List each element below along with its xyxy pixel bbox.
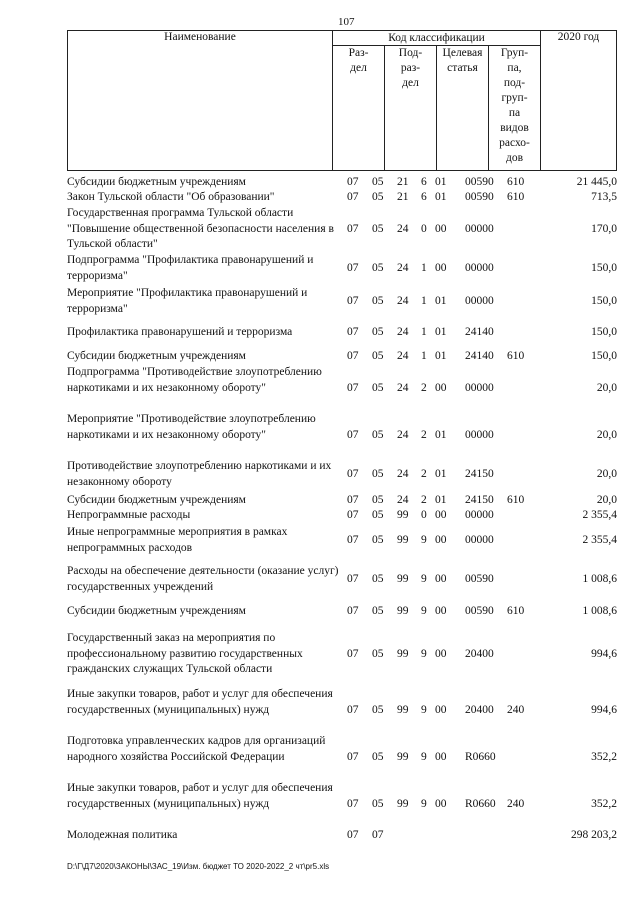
code-program: 24 (397, 261, 409, 274)
code-subprogram: 9 (421, 797, 427, 810)
code-expense-group: 610 (507, 176, 525, 188)
amount-2020: 21 445,0 (576, 176, 617, 188)
code-razdel: 07 (347, 829, 359, 841)
code-program: 24 (397, 294, 409, 307)
row-name: Молодежная политика (67, 829, 178, 841)
code-razdel: 07 (347, 797, 359, 810)
code-program: 21 (397, 191, 409, 203)
row-name: Подпрограмма "Профилактика правонарушений и терроризма" (67, 254, 314, 282)
row-name: Иные закупки товаров, работ и услуг для обеспечения государственных (муниципальных) нужд (67, 688, 333, 716)
row-name: Закон Тульской области "Об образовании" (67, 191, 275, 203)
code-subprogram: 6 (421, 191, 427, 203)
amount-2020: 150,0 (591, 350, 617, 362)
row-name: Подготовка управленческих кадров для организаций народного хозяйства Российской Федерации (67, 735, 326, 763)
code-direction: 24150 (465, 494, 494, 506)
amount-2020: 20,0 (596, 428, 617, 441)
code-subprogram: 9 (421, 750, 427, 763)
code-program: 24 (397, 326, 409, 338)
row-name: Иные непрограммные мероприятия в рамках непрограммных расходов (67, 526, 288, 554)
code-measure: 00 (435, 797, 447, 810)
code-podrazdel: 05 (372, 647, 384, 660)
amount-2020: 150,0 (591, 261, 617, 274)
code-podrazdel: 05 (372, 261, 384, 274)
code-subprogram: 1 (421, 326, 427, 338)
row-name: Иные закупки товаров, работ и услуг для обеспечения государственных (муниципальных) нужд (67, 782, 333, 810)
code-direction: 00000 (465, 381, 494, 394)
code-subprogram: 0 (421, 222, 427, 235)
code-measure: 00 (435, 222, 447, 235)
code-measure: 01 (435, 428, 447, 441)
code-measure: 01 (435, 467, 447, 480)
amount-2020: 1 008,6 (582, 572, 617, 585)
code-podrazdel: 05 (372, 222, 384, 235)
header-name (68, 31, 333, 171)
code-podrazdel: 05 (372, 381, 384, 394)
code-razdel: 07 (347, 350, 359, 362)
code-podrazdel: 05 (372, 294, 384, 307)
code-subprogram: 2 (421, 381, 427, 394)
code-direction: 00590 (465, 572, 494, 585)
code-program: 99 (397, 750, 409, 763)
code-measure: 01 (435, 326, 447, 338)
row-name: Мероприятие "Профилактика правонарушений и терроризма" (67, 287, 308, 315)
code-program: 21 (397, 176, 409, 188)
row-name: Субсидии бюджетным учреждениям (67, 605, 246, 617)
amount-2020: 994,6 (591, 647, 617, 660)
code-program: 99 (397, 797, 409, 810)
code-subprogram: 2 (421, 494, 427, 506)
amount-2020: 20,0 (596, 494, 617, 506)
amount-2020: 994,6 (591, 703, 617, 716)
code-razdel: 07 (347, 428, 359, 441)
code-direction: 00000 (465, 294, 494, 307)
amount-2020: 1 008,6 (582, 605, 617, 617)
row-name: Субсидии бюджетным учреждениям (67, 494, 246, 506)
code-razdel: 07 (347, 494, 359, 506)
code-podrazdel: 05 (372, 572, 384, 585)
code-measure: 00 (435, 647, 447, 660)
code-direction: R0660 (465, 750, 496, 763)
header-target: Целевая статья (437, 46, 489, 171)
code-subprogram: 1 (421, 261, 427, 274)
code-measure: 00 (435, 509, 447, 521)
code-direction: 00590 (465, 176, 494, 188)
page-number: 107 (338, 16, 355, 28)
code-subprogram: 9 (421, 703, 427, 716)
code-subprogram: 2 (421, 467, 427, 480)
code-measure: 01 (435, 494, 447, 506)
header-razdel: Раз- дел (333, 46, 385, 171)
code-razdel: 07 (347, 326, 359, 338)
code-program: 24 (397, 222, 409, 235)
code-expense-group: 240 (507, 703, 525, 716)
code-razdel: 07 (347, 533, 359, 546)
code-podrazdel: 05 (372, 509, 384, 521)
code-expense-group: 610 (507, 605, 525, 617)
code-direction: 24140 (465, 326, 494, 338)
code-razdel: 07 (347, 647, 359, 660)
code-podrazdel: 05 (372, 797, 384, 810)
table-header (67, 30, 617, 171)
code-direction: 00000 (465, 222, 494, 235)
code-direction: 00000 (465, 261, 494, 274)
amount-2020: 2 355,4 (582, 533, 617, 546)
code-subprogram: 9 (421, 647, 427, 660)
code-razdel: 07 (347, 572, 359, 585)
code-direction: 20400 (465, 703, 494, 716)
header-year: 2020 год (541, 31, 617, 171)
code-measure: 00 (435, 703, 447, 716)
code-razdel: 07 (347, 509, 359, 521)
code-expense-group: 240 (507, 797, 525, 810)
code-direction: 20400 (465, 647, 494, 660)
code-measure: 00 (435, 381, 447, 394)
code-program: 24 (397, 467, 409, 480)
code-program: 99 (397, 703, 409, 716)
code-razdel: 07 (347, 750, 359, 763)
code-direction: 00000 (465, 428, 494, 441)
row-name: Государственный заказ на мероприятия по профессиональному развитию государственных гражданских служащих Тульской области (67, 632, 303, 675)
code-razdel: 07 (347, 261, 359, 274)
code-direction: 24140 (465, 350, 494, 362)
row-name: Противодействие злоупотреблению наркотиками и их незаконному обороту (67, 460, 332, 488)
code-podrazdel: 05 (372, 428, 384, 441)
code-razdel: 07 (347, 703, 359, 716)
amount-2020: 20,0 (596, 381, 617, 394)
code-direction: R0660 (465, 797, 496, 810)
file-path-footer: D:\Г\Д7\2020\ЗАКОНЫ\ЗАС_19\Изм. бюджет ТО 2020-2022_2 чт\pr5.xls (67, 862, 330, 871)
code-program: 99 (397, 533, 409, 546)
code-subprogram: 9 (421, 605, 427, 617)
code-podrazdel: 05 (372, 605, 384, 617)
header-code: Код классификации (333, 31, 541, 46)
code-program: 99 (397, 647, 409, 660)
row-name: Расходы на обеспечение деятельности (оказание услуг) государственных учреждений (67, 565, 339, 593)
amount-2020: 170,0 (591, 222, 617, 235)
row-name: Подпрограмма "Противодействие злоупотреблению наркотиками и их незаконному обороту" (67, 366, 322, 394)
budget-table (67, 30, 617, 841)
code-subprogram: 2 (421, 428, 427, 441)
code-measure: 01 (435, 350, 447, 362)
code-razdel: 07 (347, 467, 359, 480)
code-direction: 00590 (465, 605, 494, 617)
amount-2020: 150,0 (591, 326, 617, 338)
code-measure: 01 (435, 191, 447, 203)
code-measure: 00 (435, 261, 447, 274)
code-measure: 00 (435, 750, 447, 763)
amount-2020: 352,2 (591, 797, 617, 810)
amount-2020: 2 355,4 (582, 509, 617, 521)
code-program: 24 (397, 350, 409, 362)
amount-2020: 150,0 (591, 294, 617, 307)
code-podrazdel: 05 (372, 176, 384, 188)
code-measure: 00 (435, 605, 447, 617)
header-group: Груп- па, под- груп- па видов расхо- дов (489, 46, 541, 171)
code-razdel: 07 (347, 176, 359, 188)
code-podrazdel: 07 (372, 829, 384, 841)
code-program: 99 (397, 605, 409, 617)
code-podrazdel: 05 (372, 750, 384, 763)
code-direction: 00000 (465, 509, 494, 521)
code-program: 99 (397, 509, 409, 521)
row-name: Мероприятие "Противодействие злоупотреблению наркотиками и их незаконному обороту" (67, 413, 316, 441)
code-podrazdel: 05 (372, 494, 384, 506)
code-measure: 00 (435, 533, 447, 546)
amount-2020: 713,5 (591, 191, 617, 203)
row-name: Непрограммные расходы (67, 509, 191, 521)
row-name: Государственная программа Тульской области "Повышение общественной безопасности населения в Тульской области" (67, 207, 334, 250)
code-subprogram: 1 (421, 294, 427, 307)
code-razdel: 07 (347, 222, 359, 235)
code-measure: 01 (435, 176, 447, 188)
code-measure: 00 (435, 572, 447, 585)
code-expense-group: 610 (507, 350, 525, 362)
code-expense-group: 610 (507, 494, 525, 506)
code-subprogram: 1 (421, 350, 427, 362)
code-podrazdel: 05 (372, 467, 384, 480)
row-name: Профилактика правонарушений и терроризма (67, 326, 293, 338)
code-subprogram: 9 (421, 572, 427, 585)
code-measure: 01 (435, 294, 447, 307)
code-direction: 00590 (465, 191, 494, 203)
code-direction: 24150 (465, 467, 494, 480)
amount-2020: 352,2 (591, 750, 617, 763)
amount-2020: 20,0 (596, 467, 617, 480)
code-podrazdel: 05 (372, 326, 384, 338)
code-podrazdel: 05 (372, 350, 384, 362)
code-direction: 00000 (465, 533, 494, 546)
code-subprogram: 6 (421, 176, 427, 188)
code-program: 24 (397, 428, 409, 441)
code-expense-group: 610 (507, 191, 525, 203)
code-subprogram: 9 (421, 533, 427, 546)
row-name: Субсидии бюджетным учреждениям (67, 176, 246, 188)
code-razdel: 07 (347, 381, 359, 394)
code-razdel: 07 (347, 605, 359, 617)
row-name: Субсидии бюджетным учреждениям (67, 350, 246, 362)
code-podrazdel: 05 (372, 533, 384, 546)
code-razdel: 07 (347, 191, 359, 203)
code-program: 24 (397, 381, 409, 394)
code-program: 99 (397, 572, 409, 585)
code-program: 24 (397, 494, 409, 506)
header-podrazdel: Под- раз- дел (385, 46, 437, 171)
code-razdel: 07 (347, 294, 359, 307)
code-subprogram: 0 (421, 509, 427, 521)
header-name-label: Наименование (164, 31, 236, 43)
amount-2020: 298 203,2 (571, 829, 617, 841)
code-podrazdel: 05 (372, 703, 384, 716)
code-podrazdel: 05 (372, 191, 384, 203)
